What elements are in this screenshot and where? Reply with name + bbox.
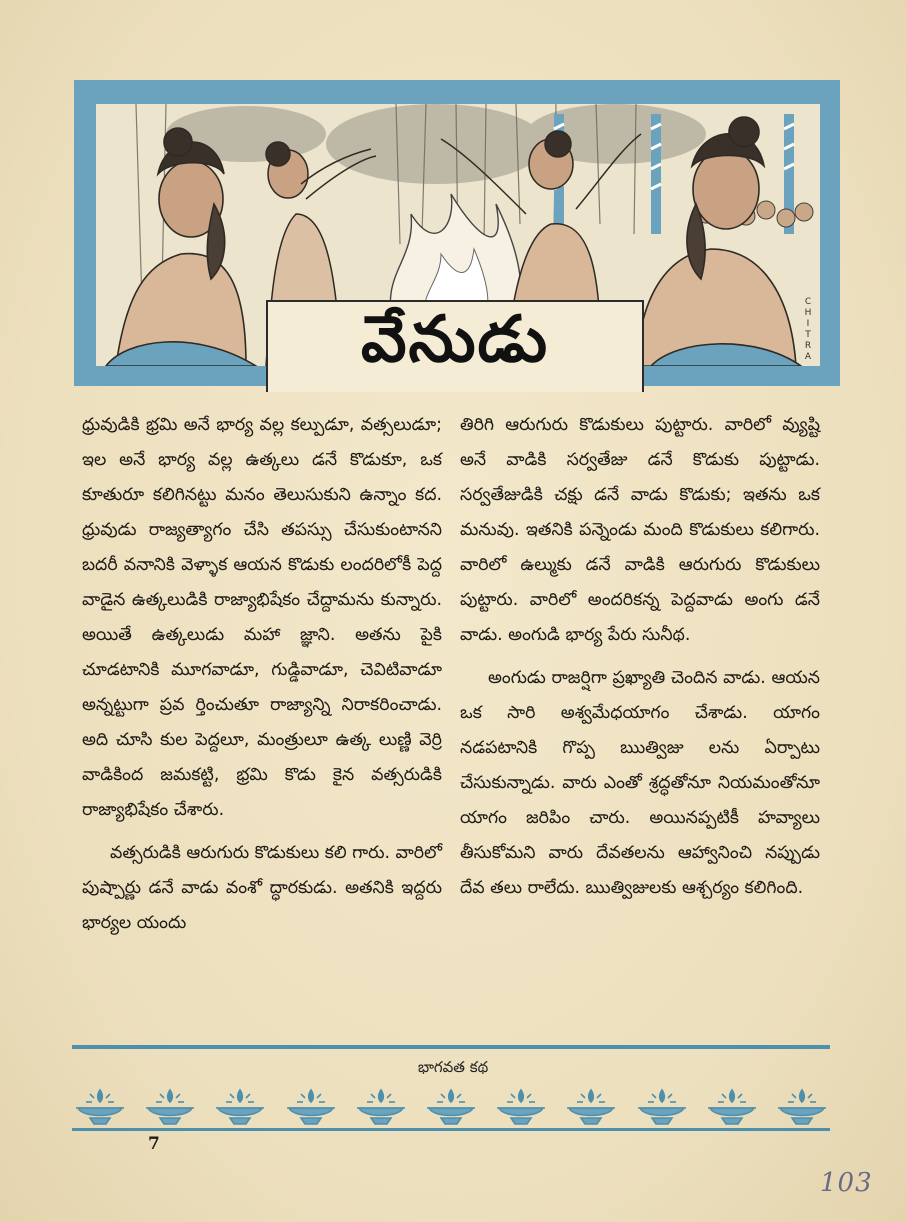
svg-text:R: R <box>804 341 812 351</box>
paragraph: తిరిగి ఆరుగురు కొడుకులు పుట్టారు. వారిలో వ్యుష్టి అనే వాడికి సర్వతేజు డనే కొడుకు పుట్టాడు. సర్వతేజుడికి చక్షు డనే వాడు కొడుకు; ఇతను ఒక మనువు. ఇతనికి పన్నెండు మంది కొడుకులు కలిగారు. వారిలో ఉల్ముకు డనే వాడికి ఆరుగురు కొడుకులు పుట్టారు. వారిలో అందరికన్న పెద్దవాడు అంగు డనే వాడు. అంగుడి భార్య పేరు సునీథ. <box>460 415 820 645</box>
oil-lamp-icon <box>72 1086 128 1126</box>
oil-lamp-icon <box>704 1086 760 1126</box>
oil-lamp-icon <box>142 1086 198 1126</box>
title-box <box>266 300 644 392</box>
paragraph: ధ్రువుడికి భ్రమి అనే భార్య వల్ల కల్పుడూ, వత్సలుడూ; ఇల అనే భార్య వల్ల ఉత్కలు డనే కొడుకూ, ఒక కూతురూ కలిగినట్టు మనం తెలుసుకుని ఉన్నాం కద. ధ్రువుడు రాజ్యత్యాగం చేసి తపస్సు చేసుకుంటానని బదరీ వనానికి వెళ్ళాక ఆయన కొడుకు లందరిలోకీ పెద్ద వాడైన ఉత్కలుడికి రాజ్యాభిషేకం చేద్దామను కున్నారు. అయితే ఉత్కలుడు మహా జ్ఞాని. అతను పైకి చూడటానికి మూగవాడూ, గుడ్డివాడూ, చెవిటివాడూ అన్నట్టుగా ప్రవ ర్తించుతూ రాజ్యాన్ని నిరాకరించాడు. అది చూసి కుల పెద్దలూ, మంత్రులూ ఉత్క లుణ్ణి వెర్రి వాడికింద జమకట్టి, భ్రమి కొడు కైన వత్సరుడికి రాజ్యాభిషేకం చేశారు. <box>82 415 442 820</box>
oil-lamp-icon <box>212 1086 268 1126</box>
page-number: 7 <box>148 1134 160 1154</box>
oil-lamp-icon <box>563 1086 619 1126</box>
oil-lamp-icon <box>774 1086 830 1126</box>
text-column-right <box>460 408 820 914</box>
oil-lamp-icon <box>353 1086 409 1126</box>
oil-lamp-icon <box>423 1086 479 1126</box>
oil-lamp-icon <box>283 1086 339 1126</box>
story-title: వేనుడు <box>360 302 550 377</box>
lamp-border <box>72 1086 830 1126</box>
paragraph: వత్సరుడికి ఆరుగురు కొడుకులు కలి గారు. వారిలో పుష్పార్ణు డనే వాడు వంశో ద్ధారకుడు. అతనికి ఇద్దరు భార్యల యందు <box>82 843 442 933</box>
text-column-left <box>82 408 442 949</box>
footer-rule-top <box>72 1045 830 1049</box>
svg-text:A: A <box>804 352 812 362</box>
handwritten-page-note: 103 <box>820 1168 873 1198</box>
svg-text:H: H <box>804 308 812 318</box>
svg-text:I: I <box>806 319 810 329</box>
series-label: భాగవత కథ <box>417 1058 489 1076</box>
svg-text:C: C <box>804 297 812 307</box>
svg-text:T: T <box>805 330 811 340</box>
oil-lamp-icon <box>634 1086 690 1126</box>
paragraph: అంగుడు రాజర్షిగా ప్రఖ్యాతి చెందిన వాడు. ఆయన ఒక సారి అశ్వమేధయాగం చేశాడు. యాగం నడపటానికి గొప్ప ఋత్విజు లను ఏర్పాటు చేసుకున్నాడు. వారు ఎంతో శ్రద్ధతోనూ నియమంతోనూ యాగం జరిపిం చారు. అయినప్పటికీ హవ్యాలు తీసుకోమని వారు దేవతలను ఆహ్వానించి నప్పుడు దేవ తలు రాలేదు. ఋత్విజులకు ఆశ్చర్యం కలిగింది. <box>460 668 820 898</box>
footer-rule-bottom <box>72 1128 830 1131</box>
oil-lamp-icon <box>493 1086 549 1126</box>
